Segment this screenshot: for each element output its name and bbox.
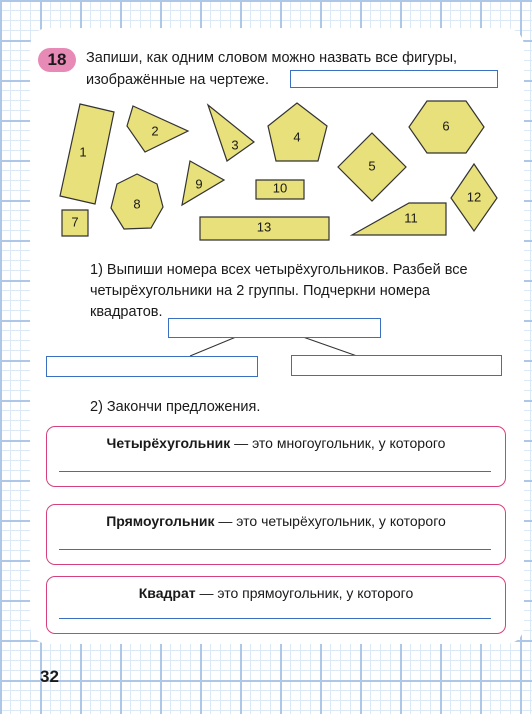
part2-instruction: 2) Закончи предложения. [90, 399, 261, 415]
group1-answer-box[interactable] [46, 356, 258, 377]
figure-3-label: 3 [231, 137, 239, 153]
page-number: 32 [40, 667, 59, 686]
figure-2-label: 2 [151, 123, 159, 139]
part1-instruction: 1) Выпиши номера всех четырёхугольников. Разбей все четырёхугольники на 2 группы. Подчеркни номера квадратов. [90, 262, 468, 320]
sentence-frame-rectangle [46, 504, 506, 565]
figure-7-label: 7 [71, 214, 79, 230]
figure-5-label: 5 [368, 158, 376, 174]
term-rectangle: Прямоугольник [106, 513, 215, 529]
figure-11-label: 11 [404, 210, 418, 226]
task-number-badge: 18 [38, 48, 76, 72]
connector-right [303, 337, 357, 356]
figure-13-label: 13 [256, 219, 272, 235]
figure-11 [352, 203, 446, 235]
quadrilaterals-answer-box[interactable] [168, 318, 381, 338]
sentence-frame-square [46, 576, 506, 634]
sentence-quadrilateral-rest: — это многоугольник, у которого [230, 435, 446, 451]
figure-6-label: 6 [442, 118, 450, 134]
answer-line-quadrilateral[interactable] [59, 471, 491, 472]
answer-line-rectangle[interactable] [59, 549, 491, 550]
connector-left [190, 337, 236, 356]
figure-9-label: 9 [195, 176, 203, 192]
term-quadrilateral: Четырёхугольник [106, 435, 231, 451]
figure-3 [208, 105, 254, 161]
figure-12-label: 12 [466, 189, 482, 205]
sentence-quadrilateral [47, 435, 505, 451]
term-square: Квадрат [138, 585, 196, 601]
group2-answer-box[interactable] [291, 355, 502, 376]
figure-10-label: 10 [272, 180, 288, 196]
sentence-rectangle [47, 513, 505, 529]
answer-line-square[interactable] [59, 618, 491, 619]
figure-1-label: 1 [79, 144, 87, 160]
figure-8-label: 8 [133, 196, 141, 212]
sentence-frame-quadrilateral [46, 426, 506, 487]
figure-1 [60, 104, 114, 204]
sentence-square [47, 585, 505, 601]
task-instruction: Запиши, как одним словом можно назвать все фигуры, изображённые на чертеже. [86, 50, 458, 88]
figure-4-label: 4 [293, 129, 301, 145]
sentence-rectangle-rest: — это четырёхугольник, у которого [214, 513, 446, 529]
sentence-square-rest: — это прямоугольник, у которого [195, 585, 414, 601]
figure-9 [182, 161, 224, 205]
